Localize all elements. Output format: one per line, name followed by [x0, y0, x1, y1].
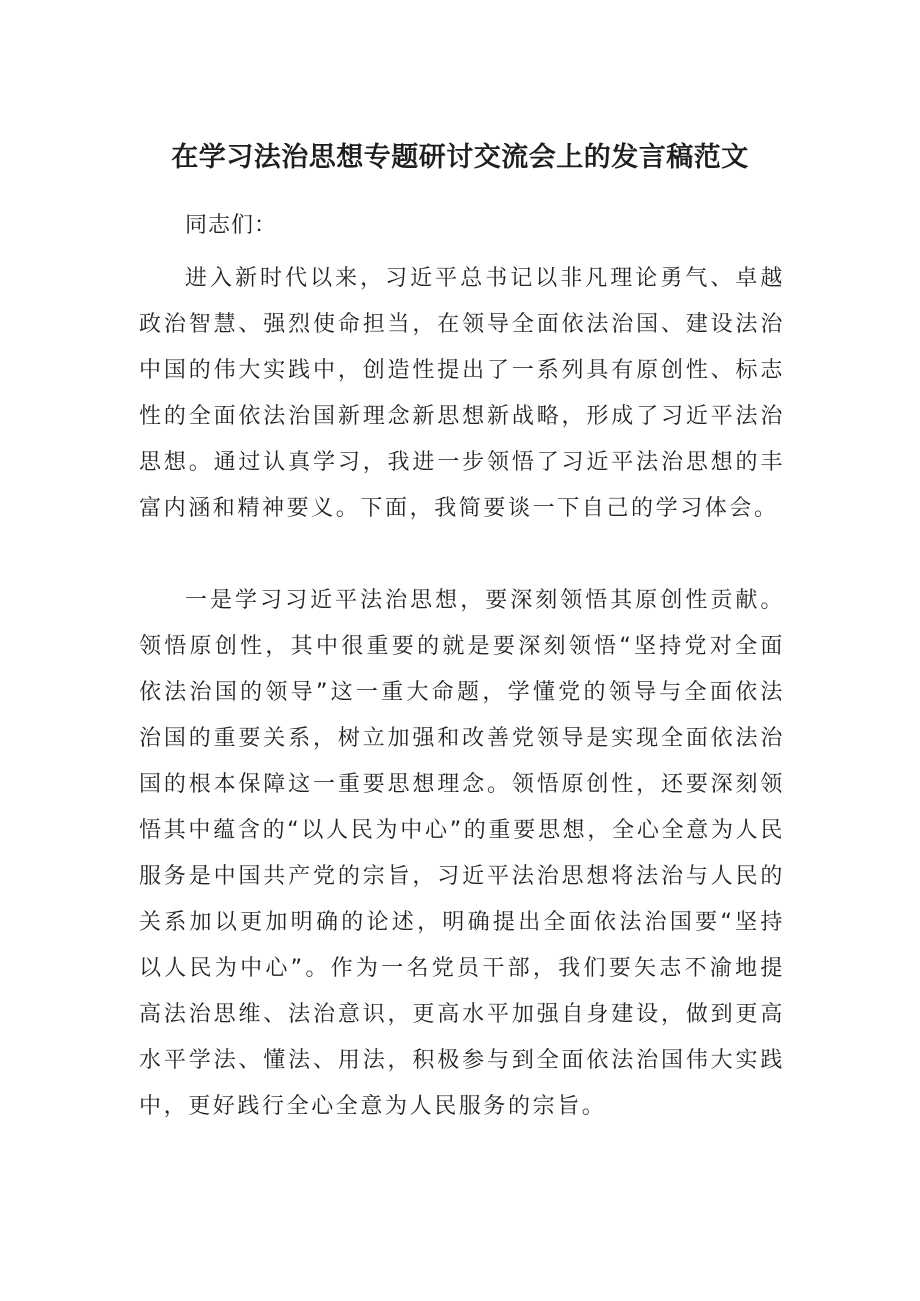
document-title: 在学习法治思想专题研讨交流会上的发言稿范文 — [171, 142, 749, 173]
body-paragraph: 进入新时代以来，习近平总书记以非凡理论勇气、卓越政治智慧、强烈使命担当，在领导全面依法治国、建设法治中国的伟大实践中，创造性提出了一系列具有原创性、标志性的全面依法治国新理念新思想新战略，形成了习近平法治思想。通过认真学习，我进一步领悟了习近平法治思想的丰富内涵和精神要义。下面，我简要谈一下自己的学习体会。 — [139, 266, 785, 521]
body-paragraph: 一是学习习近平法治思想，要深刻领悟其原创性贡献。领悟原创性，其中很重要的就是要深刻领悟“坚持党对全面依法治国的领导”这一重大命题，学懂党的领导与全面依法治国的重要关系，树立加强和改善党领导是实现全面依法治国的根本保障这一重要思想理念。领悟原创性，还要深刻领悟其中蕴含的“以人民为中心”的重要思想，全心全意为人民服务是中国共产党的宗旨，习近平法治思想将法治与人民的关系加以更加明确的论述，明确提出全面依法治国要“坚持以人民为中心”。作为一名党员干部，我们要矢志不渝地提高法治思维、法治意识，更高水平加强自身建设，做到更高水平学法、懂法、用法，积极参与到全面依法治国伟大实践中，更好践行全心全意为人民服务的宗旨。 — [139, 588, 785, 1119]
salutation: 同志们： — [185, 213, 278, 238]
